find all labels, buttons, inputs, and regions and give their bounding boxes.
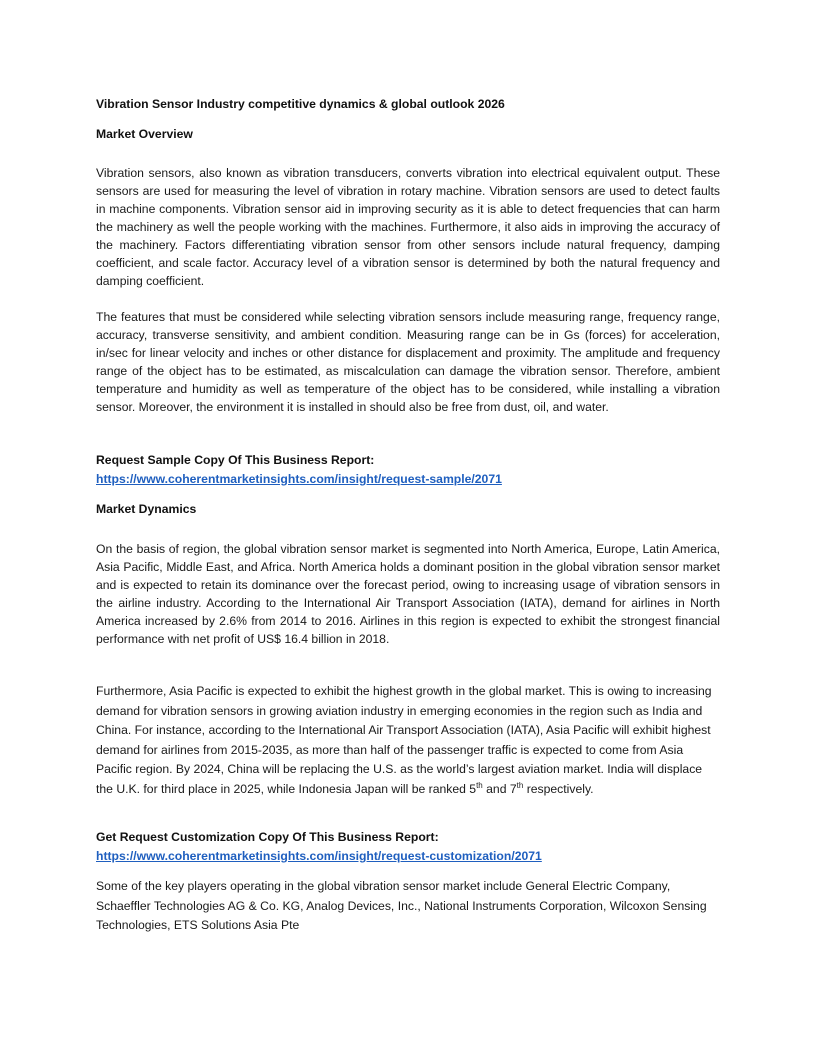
- sample-request-link[interactable]: https://www.coherentmarketinsights.com/insight/request-sample/2071: [96, 472, 502, 486]
- dynamics-2-end: respectively.: [523, 781, 594, 796]
- dynamics-2-text: Furthermore, Asia Pacific is expected to exhibit the highest growth in the global market. This is owing to increasing demand for vibration sensors in growing aviation industry in emerging economies in the region such as India and China. For instance, according to the International Air Transport Association (IATA), Asia Pacific will exhibit highest demand for airlines from 2015-2035, as more than half of the passenger traffic is expected to come from Asia Pacific region. By 2024, China will be replacing the U.S. as the world’s largest aviation market. India will displace the U.K. for third place in 2025, while Indonesia Japan will be ranked 5: [96, 684, 712, 796]
- paragraph-overview-2: The features that must be considered while selecting vibration sensors include measuring range, frequency range, accuracy, transverse sensitivity, and ambient condition. Measuring range can be in Gs (forces) for acceleration, in/sec for linear velocity and inches or other distance for displacement and proximity. The amplitude and frequency range of the object has to be estimated, as miscalculation can damage the vibration sensor. Therefore, ambient temperature and humidity as well as temperature of the object has to be considered, while installing a vibration sensor. Moreover, the environment it is installed in should also be free from dust, oil, and water.: [96, 310, 720, 414]
- paragraph-dynamics-1: On the basis of region, the global vibration sensor market is segmented into North America, Europe, Latin America, Asia Pacific, Middle East, and Africa. North America holds a dominant position in the global vibration sensor market and is expected to retain its dominance over the forecast period, owing to increasing usage of vibration sensors in the airline industry. According to the International Air Transport Association (IATA), demand for airlines in North America increased by 2.6% from 2014 to 2016. Airlines in this region is expected to exhibit the strongest financial performance with net profit of US$ 16.4 billion in 2018.: [96, 542, 720, 646]
- sample-request-label: Request Sample Copy Of This Business Report:: [96, 453, 375, 467]
- heading-market-overview: Market Overview: [96, 127, 193, 141]
- customization-request-label: Get Request Customization Copy Of This Business Report:: [96, 830, 439, 844]
- paragraph-overview-1: Vibration sensors, also known as vibration transducers, converts vibration into electrical equivalent output. These sensors are used for measuring the level of vibration in rotary machine. Vibration sensors are used to detect faults in machine components. Vibration sensor aid in improving security as it is able to detect frequencies that can harm the machinery as well the people working with the machines. Furthermore, it also aids in improving the accuracy of the machinery. Factors differentiating vibration sensor from other sensors include natural frequency, damping coefficient, and scale factor. Accuracy level of a vibration sensor is determined by both the natural frequency and damping coefficient.: [96, 166, 720, 288]
- document-title: Vibration Sensor Industry competitive dynamics & global outlook 2026: [96, 97, 505, 111]
- customization-request-link[interactable]: https://www.coherentmarketinsights.com/insight/request-customization/2071: [96, 849, 542, 863]
- paragraph-key-players: Some of the key players operating in the global vibration sensor market include General Electric Company, Schaeffler Technologies AG & Co. KG, Analog Devices, Inc., National Instruments Corporation, Wilcoxon Sensing Technologies, ETS Solutions Asia Pte: [96, 879, 707, 932]
- paragraph-dynamics-2: [96, 682, 720, 799]
- dynamics-2-and: and 7: [482, 781, 517, 796]
- heading-market-dynamics: Market Dynamics: [96, 502, 197, 516]
- superscript: th: [476, 780, 483, 790]
- superscript: th: [516, 780, 524, 790]
